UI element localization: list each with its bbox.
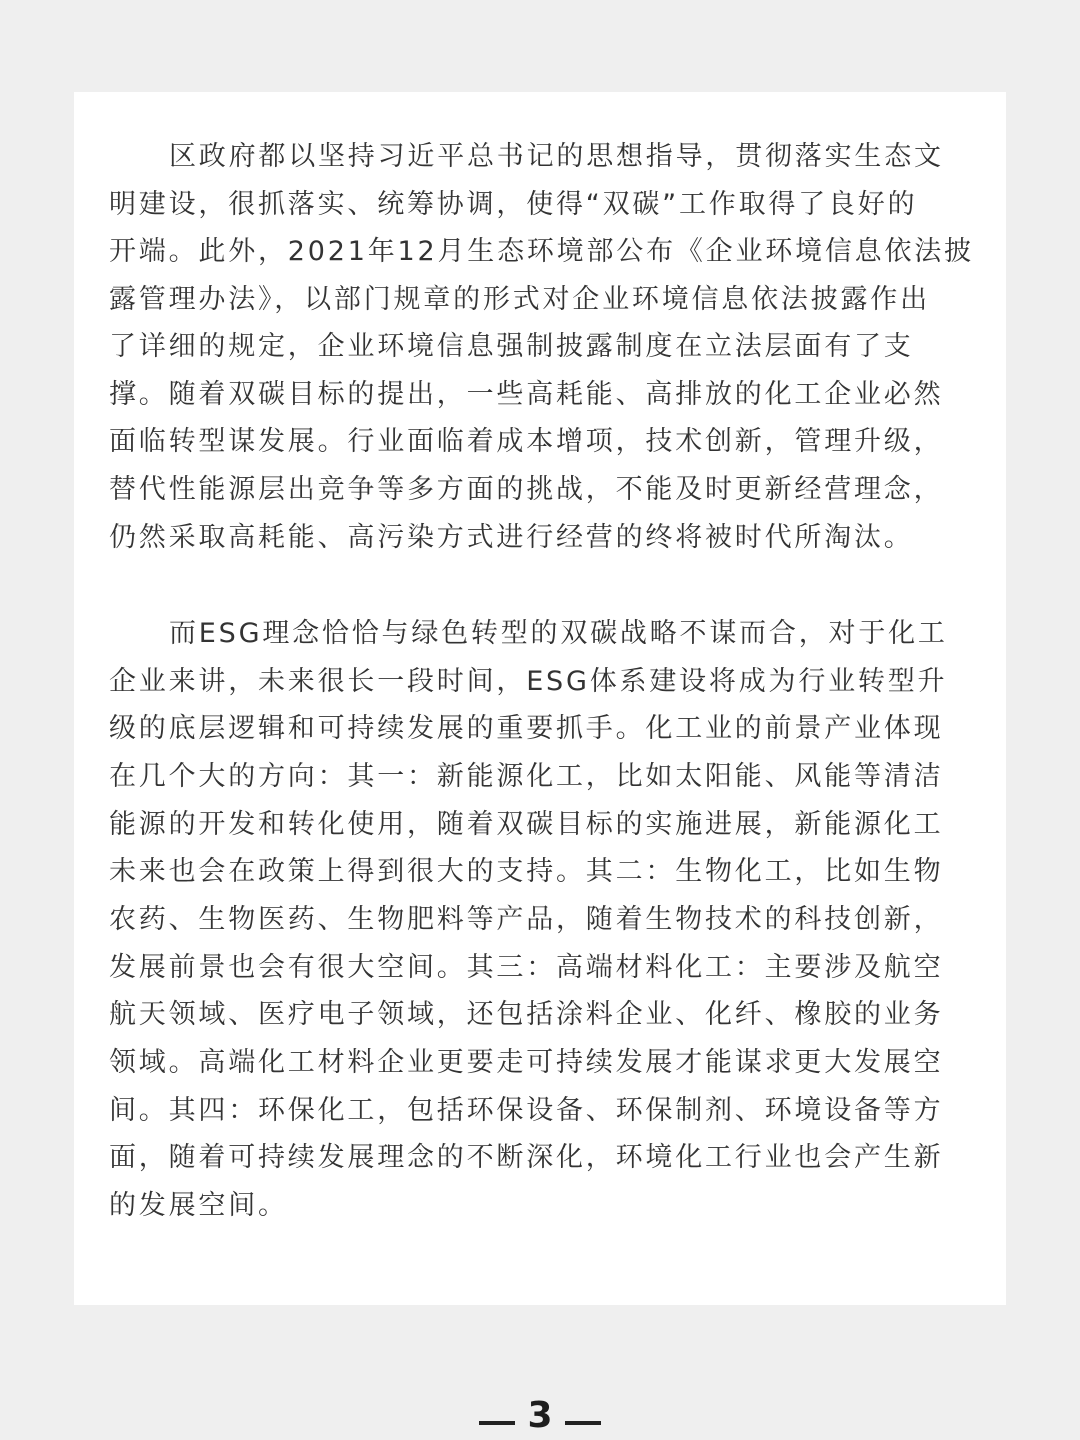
paragraph-line: 明建设，很抓落实、统筹协调，使得“双碳”工作取得了良好的 [109,189,918,220]
paragraph-line: 领域。高端化工材料企业更要走可持续发展才能谋求更大发展空 [109,1047,944,1078]
paragraph-line: 间。其四：环保化工，包括环保设备、环保制剂、环境设备等方 [109,1095,944,1126]
page-number-footer [0,1392,1080,1440]
paragraph-line: 能源的开发和转化使用，随着双碳目标的实施进展，新能源化工 [109,809,944,840]
paragraph-line: 农药、生物医药、生物肥料等产品，随着生物技术的科技创新， [109,904,944,935]
paragraph-line: 了详细的规定，企业环境信息强制披露制度在立法层面有了支 [109,331,914,362]
page-number: 3 [527,1395,553,1436]
paragraph-line: 面临转型谋发展。行业面临着成本增项，技术创新，管理升级， [109,426,944,457]
paragraph-line: 未来也会在政策上得到很大的支持。其二：生物化工，比如生物 [109,856,944,887]
paragraph-line: 区政府都以坚持习近平总书记的思想指导，贯彻落实生态文 [169,141,944,172]
paragraph-line: 航天领域、医疗电子领域，还包括涂料企业、化纤、橡胶的业务 [109,999,944,1030]
paragraph-line: 的发展空间。 [109,1190,288,1221]
paragraph-line: 在几个大的方向：其一：新能源化工，比如太阳能、风能等清洁 [109,761,944,792]
paragraph-line: 替代性能源层出竞争等多方面的挑战，不能及时更新经营理念， [109,474,944,505]
paragraph-line: 而ESG理念恰恰与绿色转型的双碳战略不谋而合，对于化工 [169,618,948,649]
paragraph-line: 发展前景也会有很大空间。其三：高端材料化工：主要涉及航空 [109,952,944,983]
paragraph-line: 露管理办法》，以部门规章的形式对企业环境信息依法披露作出 [109,284,930,315]
paragraph-line: 企业来讲，未来很长一段时间，ESG体系建设将成为行业转型升 [109,666,948,697]
paragraph-line: 开端。此外，2021年12月生态环境部公布《企业环境信息依法披 [109,236,974,267]
paragraph-line: 撑。随着双碳目标的提出，一些高耗能、高排放的化工企业必然 [109,379,944,410]
paragraph-line: 级的底层逻辑和可持续发展的重要抓手。化工业的前景产业体现 [109,713,944,744]
right-dash-divider [565,1421,601,1425]
left-dash-divider [479,1421,515,1425]
paragraph-line: 面，随着可持续发展理念的不断深化，环境化工行业也会产生新 [109,1142,944,1173]
paragraph-line: 仍然采取高耗能、高污染方式进行经营的终将被时代所淘汰。 [109,522,914,553]
